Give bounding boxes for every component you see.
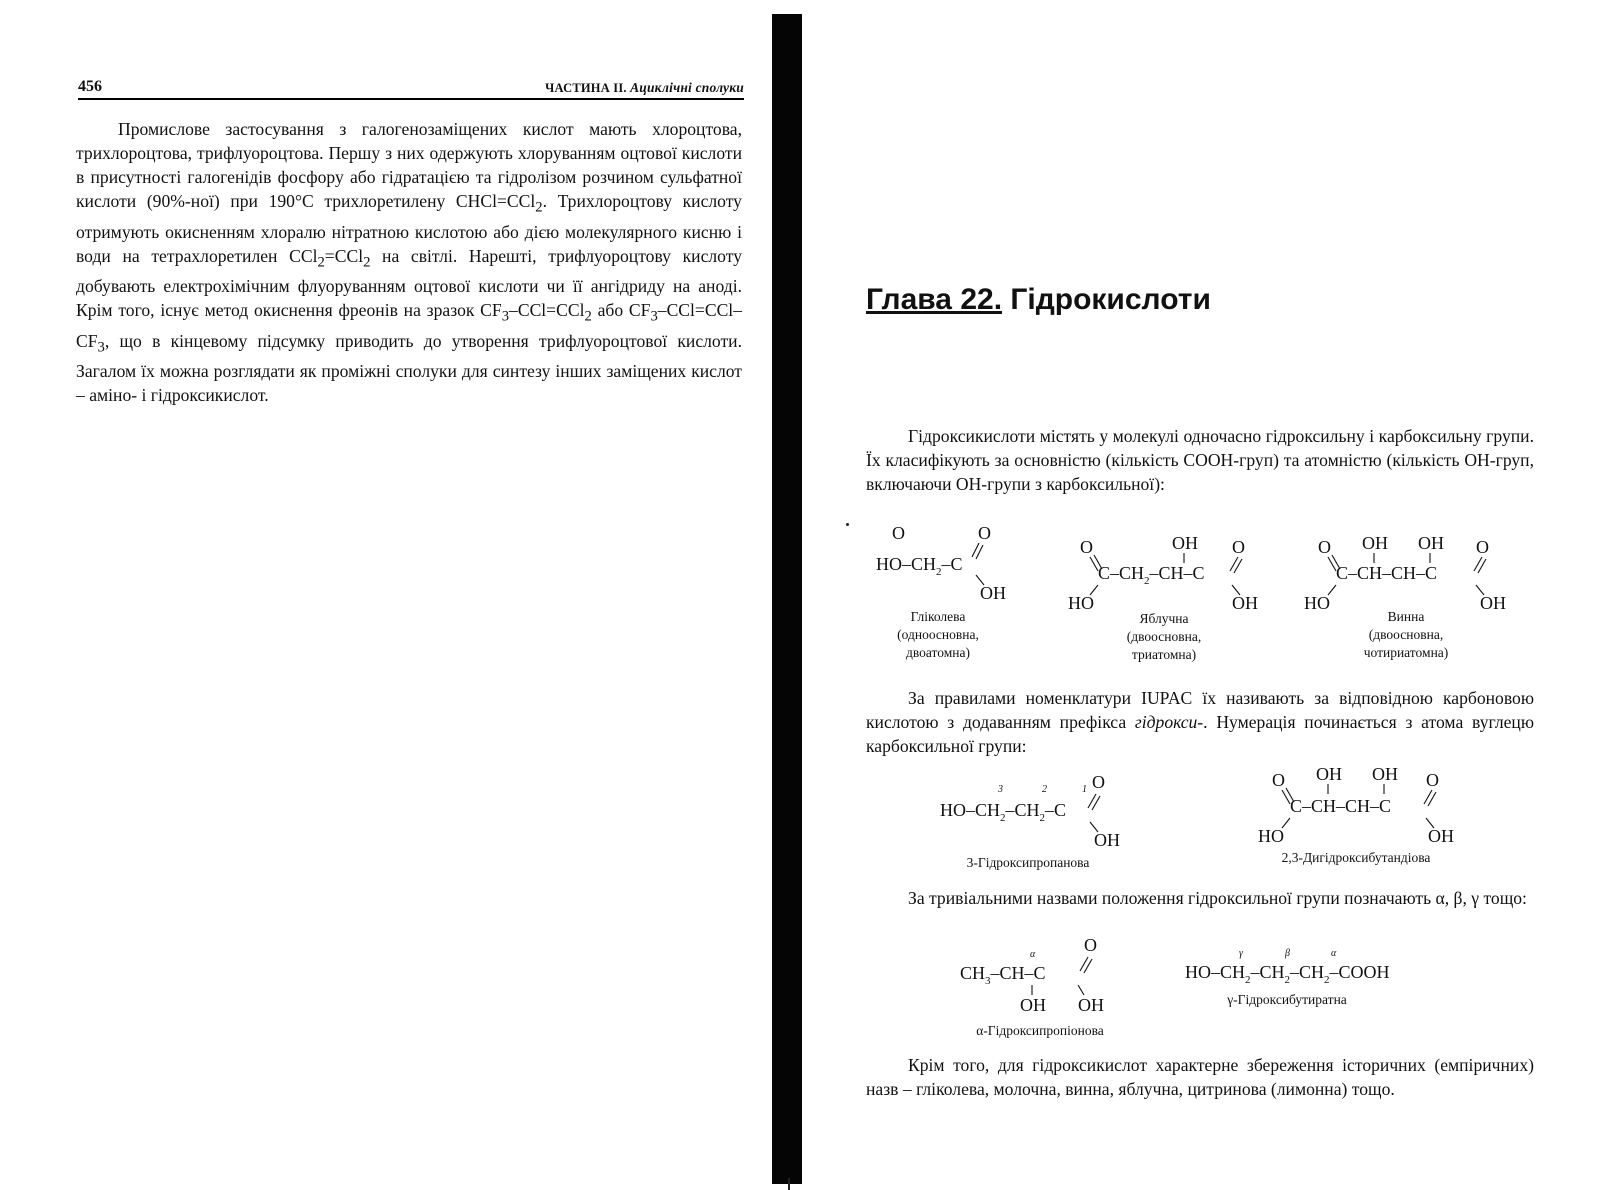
atom-oh: OH <box>1094 830 1120 850</box>
atom-oh-top: OH <box>1172 533 1198 553</box>
atom-o: O <box>1318 537 1331 557</box>
atom-oh-2: OH <box>1418 533 1444 553</box>
part-label: ЧАСТИНА II. <box>545 81 627 95</box>
atom-o: O <box>1080 537 1093 557</box>
atom-o: O <box>1084 935 1097 955</box>
caption-dihydroxybutanedioic: 2,3-Дигідроксибутандіова <box>1281 850 1431 865</box>
caption-tartaric-2: (двоосновна, <box>1368 627 1444 642</box>
caption-malic: Яблучна <box>1139 611 1189 626</box>
caption-glycolic-2: (одноосновна, <box>897 627 979 642</box>
caption-glycolic: Гліколева <box>910 609 966 624</box>
atom-o: O <box>1272 770 1285 790</box>
atom-o-right: O <box>1232 537 1245 557</box>
paragraph-classification: Гідроксикислоти містять у молекулі одночасно гідроксильну і карбоксильну групи. Їх класифікують за основністю (кількість СООН-груп) та атомністю (кількість ОН-груп, включаючи ОН-групи з карбоксильної): <box>866 426 1534 494</box>
chapter-label: Глава 22. <box>866 283 1003 316</box>
print-speck <box>846 523 849 526</box>
formula-alpha-chain: $CH_3-CH-C$ <box>960 963 1046 987</box>
atom-ho: HO <box>1304 593 1330 613</box>
caption-glycolic-3: двоатомна) <box>905 645 971 660</box>
paragraph-historical: Крім того, для гідроксикислот характерне збереження історичних (емпіричних) назв – гліколева, молочна, винна, яблучна, цитринова (лимонна) тощо. <box>866 1055 1534 1099</box>
formula-ho-ch2: $HO-CH_2-C$ <box>876 554 963 578</box>
page-number: 456 <box>78 78 102 95</box>
locant-gamma: γ <box>1239 948 1243 959</box>
left-page <box>0 0 770 1186</box>
caption-hydroxypropanoic: 3-Гідроксипропанова <box>966 855 1090 870</box>
chapter-title: Гідрокислоти <box>1010 283 1211 316</box>
formula-dihydroxy-chain: C–CH–CH–C <box>1290 796 1392 816</box>
atom-oh-right: OH <box>1232 593 1258 613</box>
atom-o-right: O <box>1476 537 1489 557</box>
malic-acid-structure <box>1060 535 1260 665</box>
paragraph-trivial: За тривіальними назвами положення гідроксильної групи позначають α, β, γ тощо: <box>908 888 1527 908</box>
atom-ho: HO <box>1068 593 1094 613</box>
formula-tartaric-chain: C–CH–CH–C <box>1336 563 1438 583</box>
left-body-text <box>76 117 742 407</box>
atom-o: O <box>1092 772 1105 792</box>
atom-o-top: O <box>978 523 991 543</box>
alpha-hydroxypropionic-acid-structure <box>960 935 1150 1045</box>
atom-o: O <box>892 523 905 543</box>
caption-malic-2: (двоосновна, <box>1126 629 1202 644</box>
locant-3: 3 <box>998 784 1003 795</box>
glycolic-acid-structure <box>876 523 1030 665</box>
caption-malic-3: триатомна) <box>1131 647 1197 662</box>
locant-2: 2 <box>1042 784 1047 795</box>
locant-alpha: α <box>1030 949 1036 960</box>
atom-oh-1: OH <box>1362 533 1388 553</box>
tartaric-acid-structure <box>1300 535 1510 665</box>
locant-alpha: α <box>1331 948 1337 959</box>
locant-1: 1 <box>1082 784 1087 795</box>
running-title <box>545 80 744 96</box>
chapter-heading <box>866 283 1211 317</box>
single-bond <box>1078 985 1084 995</box>
formula-malic-chain: $C-CH_2-CH-C$ <box>1098 563 1205 587</box>
spine-mark <box>788 1178 790 1190</box>
dihydroxybutanedioic-acid-structure <box>1250 764 1460 868</box>
atom-oh-2: OH <box>1372 764 1398 784</box>
formula-gamma-chain: $HO-CH_2-CH_2-CH_2$–COOH <box>1185 962 1390 986</box>
atom-oh-1: OH <box>1316 764 1342 784</box>
atom-o-right: O <box>1426 770 1439 790</box>
formula-hydroxypropanoic: $HO-CH_2-CH_2-C$ <box>940 800 1067 824</box>
caption-alpha-hydroxypropionic: α-Гідроксипропіонова <box>976 1023 1104 1038</box>
caption-tartaric: Винна <box>1387 609 1425 624</box>
running-head <box>78 78 744 100</box>
atom-oh: OH <box>980 583 1006 603</box>
atom-oh-right: OH <box>1428 826 1454 846</box>
part-name: Ациклічні сполуки <box>630 80 744 95</box>
caption-tartaric-3: чотириатомна) <box>1363 645 1449 660</box>
hydroxypropanoic-acid-structure <box>940 770 1140 870</box>
gamma-hydroxybutyric-acid-structure <box>1185 940 1425 1020</box>
book-spine <box>772 14 802 1184</box>
atom-oh-right: OH <box>1480 593 1506 613</box>
atom-oh: OH <box>1078 995 1104 1015</box>
atom-ho: HO <box>1258 826 1284 846</box>
atom-oh-alpha: OH <box>1020 995 1046 1015</box>
paragraph-iupac: За правилами номенклатури IUPAC їх називають за відповідною карбоновою кислотою з додаванням префікса гідрокси-. Нумерація починається з атома вуглецю карбоксильної групи: <box>866 688 1534 756</box>
caption-gamma-hydroxybutyric: γ-Гідроксибутиратна <box>1227 992 1347 1007</box>
locant-beta: β <box>1285 948 1290 959</box>
left-paragraph: Промислове застосування з галогенозаміщених кислот мають хлороцтова, трихлороцтова, трифлуороцтова. Першу з них одержують хлоруванням оцтової кислоти в присутності галогенідів фосфору або гідратацією та гідролізом розчином сульфатної кислоти (90%-ної) при 190°С трихлоретилену CHCl=CCl$_2$. Трихлороцтову кислоту отримують окисненням хлоралю нітратною кислотою або дією молекулярного кисню і води на тетрахлоретилен CCl$_2$=CCl$_2$ на світлі. Нарешті, трифлуороцтову кислоту добувають електрохімічним флуоруванням оцтової кислоти чи її ангідриду на аноді. Крім того, існує метод окиснення фреонів на зразок $CF_3-CCl=CCl_2$ або $CF_3-CCl=CCl-CF_3$, що в кінцевому підсумку приводить до утворення трифлуороцтової кислоти. Загалом їх можна розглядати як проміжні сполуки для синтезу інших заміщених кислот – аміно- і гідроксикислот. <box>76 119 742 406</box>
